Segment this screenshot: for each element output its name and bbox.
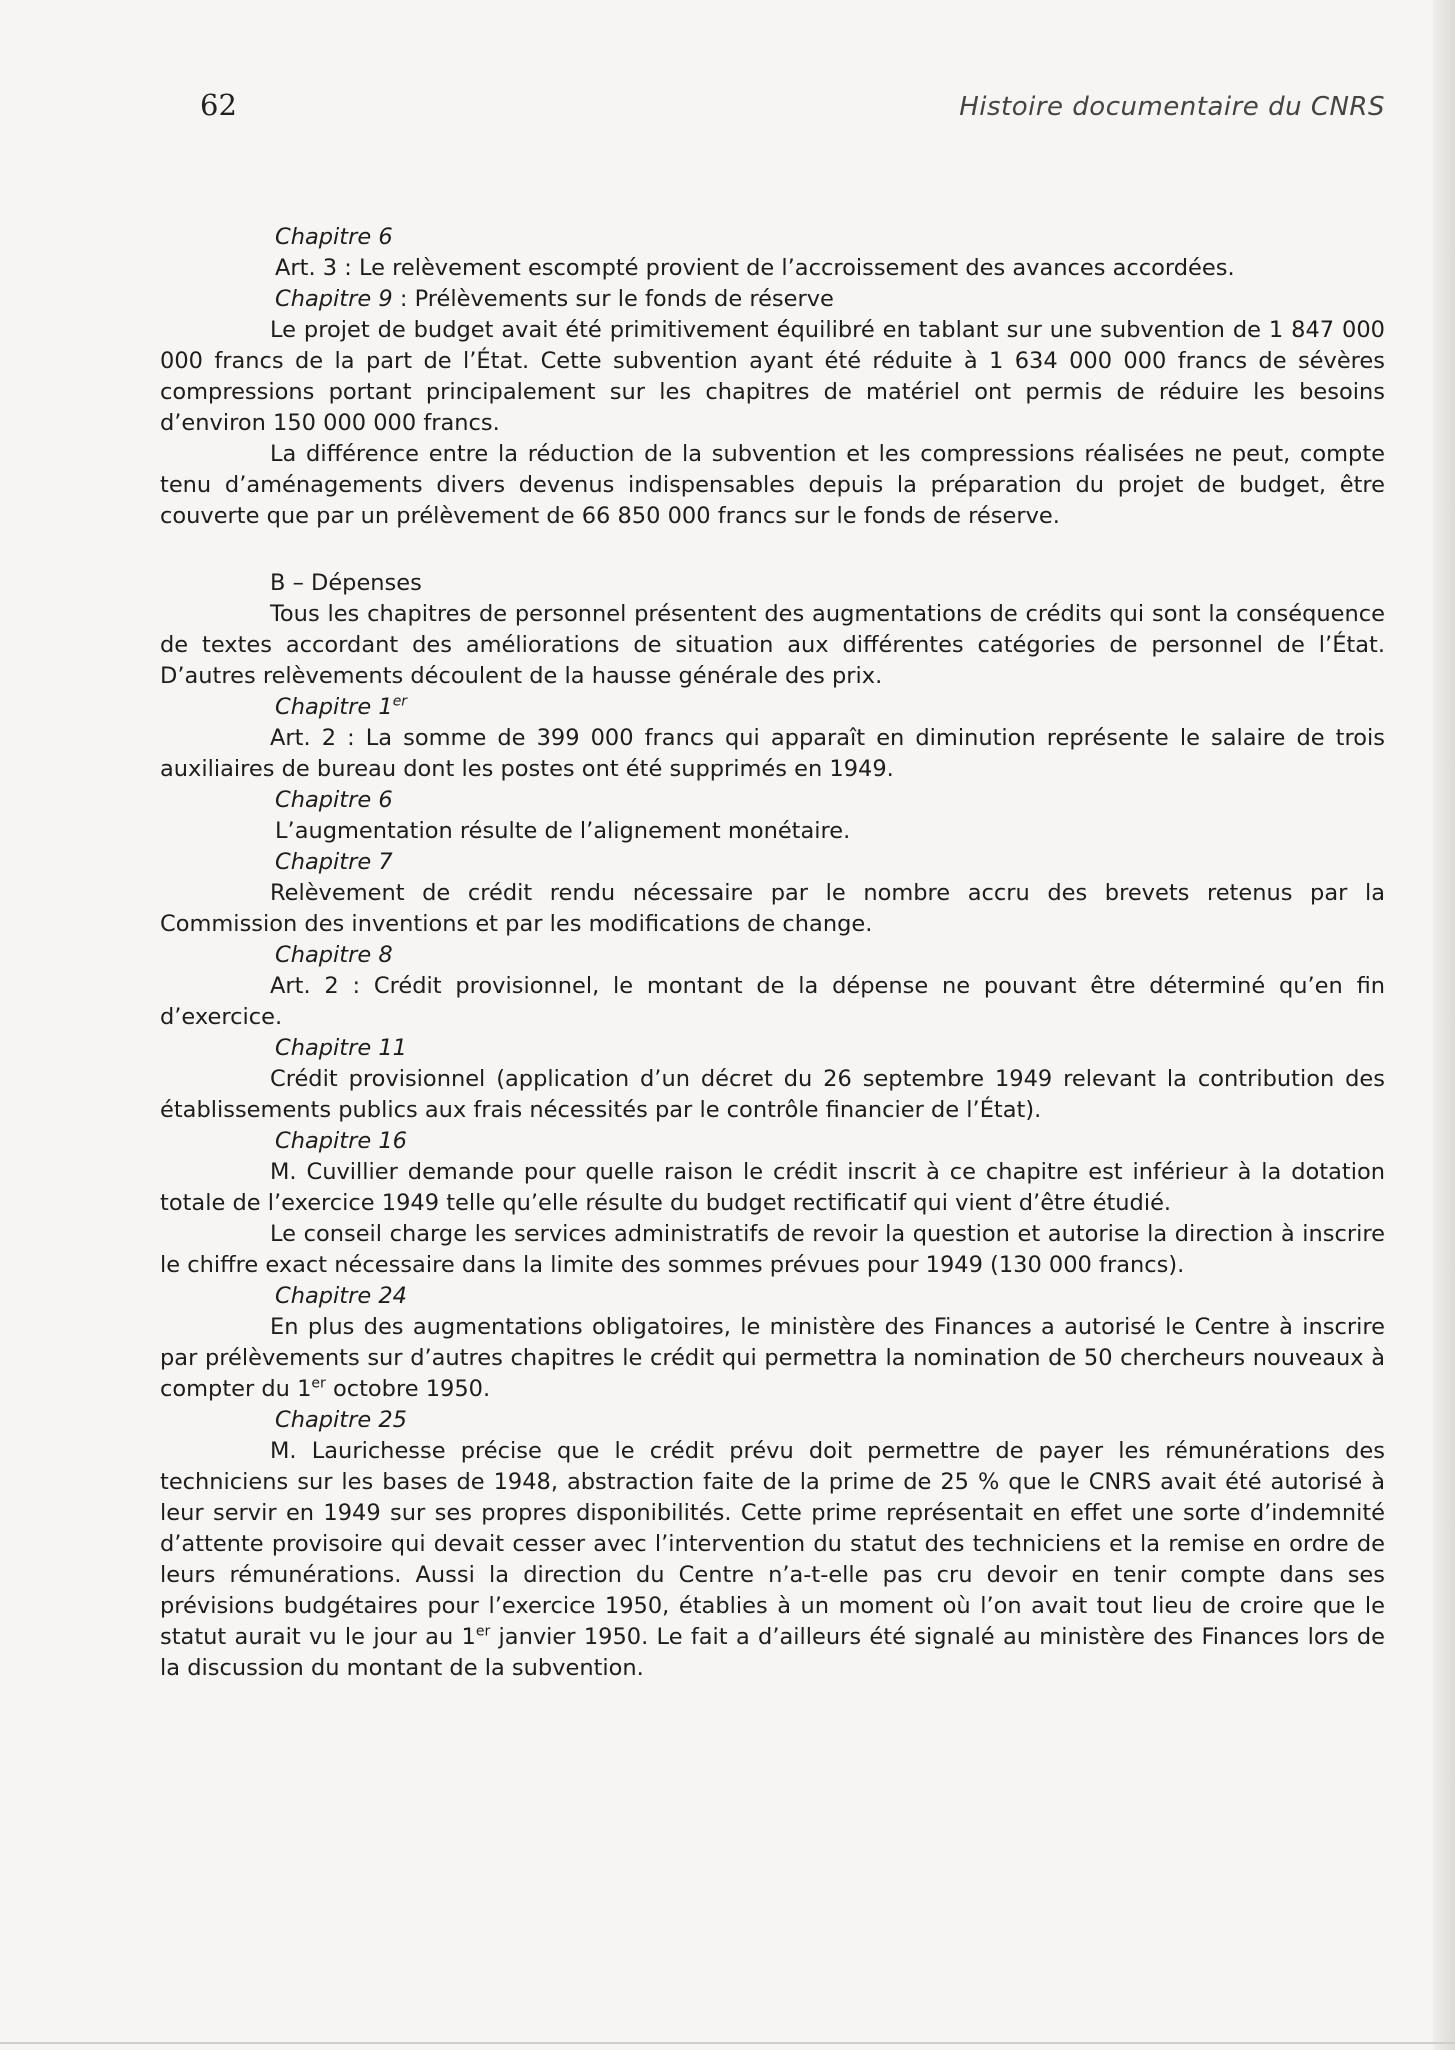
running-title: Histoire documentaire du CNRS [959,92,1385,122]
section-gap [160,532,1385,568]
paragraph: Tous les chapitres de personnel présentent des augmentations de crédits qui sont la conséquence de textes accordant des améliorations de situation aux différentes catégories de personnel de l’État. D’autres relèvements découlent de la hausse générale des prix. [160,601,1385,689]
superscript: er [475,1623,491,1640]
chapter-heading: Chapitre 24 [275,1283,407,1309]
paragraph: Relèvement de crédit rendu nécessaire par le nombre accru des brevets retenus par la Commission des inventions et par les modifications de change. [160,880,1385,937]
paragraph-text: octobre 1950. [325,1376,491,1402]
chapter-heading: Chapitre 25 [275,1407,407,1433]
section-heading: B – Dépenses [270,570,422,596]
chapter-heading: Chapitre 11 [275,1035,407,1061]
chapter-heading-title: : Prélèvements sur le fonds de réserve [392,286,834,312]
paragraph-text: M. Laurichesse précise que le crédit prévu doit permettre de payer les rémunérations des techniciens sur les bases de 1948, abstraction faite de la prime de 25 % que le CNRS avait été autorisé à leur servir en 1949 sur ses propres disponibilités. Cette prime représentait en effet une sorte d’indemnité d’attente provisoire qui devait cesser avec l’intervention du statut des techniciens et la remise en ordre de leurs rémunérations. Aussi la direction du Centre n’a-t-elle pas cru devoir en tenir compte dans ses prévisions budgétaires pour l’exercice 1950, établies à un moment où l’on avait tout lieu de croire que le statut aurait vu le jour au 1 [160,1438,1385,1650]
paragraph [160,1312,1385,1405]
paragraph-text: En plus des augmentations obligatoires, le ministère des Finances a autorisé le Centre à inscrire par prélèvements sur d’autres chapitres le crédit qui permettra la nomination de 50 chercheurs nouveaux à compter du 1 [160,1314,1385,1402]
chapter-heading: Chapitre 6 [275,787,393,813]
paragraph: Art. 2 : Crédit provisionnel, le montant de la dépense ne pouvant être déterminé qu’en fin d’exercice. [160,973,1385,1030]
paragraph: Le projet de budget avait été primitivement équilibré en tablant sur une subvention de 1 847 000 000 francs de la part de l’État. Cette subvention ayant été réduite à 1 634 000 000 francs de sévères compressions portant principalement sur les chapitres de matériel ont permis de réduire les besoins d’environ 150 000 000 francs. [160,317,1385,436]
chapter-heading-label: Chapitre 9 [275,286,393,312]
text-line: L’augmentation résulte de l’alignement monétaire. [275,818,851,844]
paragraph: Art. 2 : La somme de 399 000 francs qui apparaît en diminution représente le salaire de trois auxiliaires de bureau dont les postes ont été supprimés en 1949. [160,725,1385,782]
paragraph: La différence entre la réduction de la subvention et les compressions réalisées ne peut, compte tenu d’aménagements divers devenus indispensables depuis la préparation du projet de budget, être couverte que par un prélèvement de 66 850 000 francs sur le fonds de réserve. [160,441,1385,529]
chapter-heading [160,692,1385,723]
chapter-heading: Chapitre 8 [275,942,393,968]
chapter-heading: Chapitre 6 [275,224,393,250]
body-text [160,222,1385,1684]
superscript: er [311,1375,326,1392]
chapter-heading-text: Chapitre 1 [275,694,393,720]
superscript: er [392,693,408,710]
chapter-heading: Chapitre 16 [275,1128,407,1154]
paragraph: Le conseil charge les services administratifs de revoir la question et autorise la direction à inscrire le chiffre exact nécessaire dans la limite des sommes prévues pour 1949 (130 000 francs). [160,1221,1385,1278]
chapter-heading: Chapitre 7 [275,849,393,875]
page-header [200,88,1385,122]
page-edge-shadow [1433,0,1455,2050]
paragraph: Crédit provisionnel (application d’un décret du 26 septembre 1949 relevant la contribution des établissements publics aux frais nécessités par le contrôle financier de l’État). [160,1066,1385,1123]
paragraph: M. Cuvillier demande pour quelle raison le crédit inscrit à ce chapitre est inférieur à la dotation totale de l’exercice 1949 telle qu’elle résulte du budget rectificatif qui vient d’être étudié. [160,1159,1385,1216]
paragraph-text: janvier 1950. Le fait a d’ailleurs été signalé au ministère des Finances lors de la discussion du montant de la subvention. [160,1624,1385,1681]
page-number: 62 [200,88,237,122]
page-bottom-edge [0,2042,1455,2044]
paragraph [160,1436,1385,1684]
text-line: Art. 3 : Le relèvement escompté provient de l’accroissement des avances accordées. [275,255,1235,281]
chapter-heading [160,284,1385,315]
